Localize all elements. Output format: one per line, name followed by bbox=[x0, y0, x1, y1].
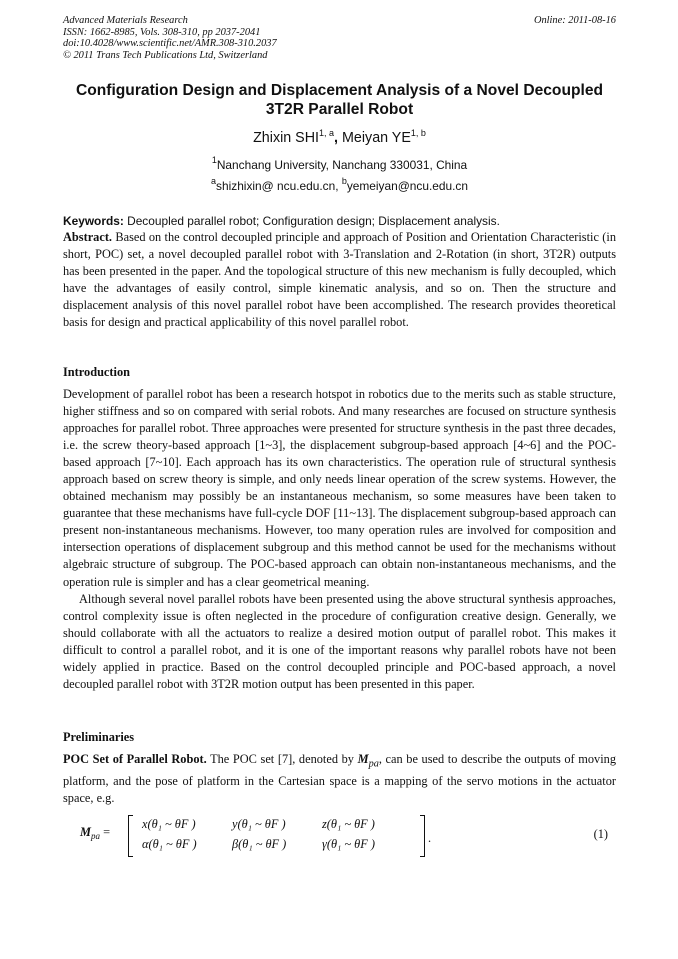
affiliation-superscript: 1 bbox=[211, 155, 217, 165]
matrix-cell: z(θ₁ ~ θF ) bbox=[322, 817, 375, 831]
matrix-cell: γ(θ₁ ~ θF ) bbox=[322, 837, 375, 851]
matrix-cell: y(θ₁ ~ θF ) bbox=[232, 817, 286, 831]
left-bracket bbox=[128, 815, 133, 857]
journal-copyright: © 2011 Trans Tech Publications Ltd, Switzerland bbox=[63, 49, 268, 61]
abstract-paragraph bbox=[63, 229, 616, 331]
introduction-body bbox=[63, 386, 616, 693]
preliminaries-body bbox=[63, 751, 616, 807]
equation-lhs bbox=[80, 825, 110, 841]
section-heading-introduction: Introduction bbox=[63, 365, 130, 379]
email-superscript: a bbox=[211, 176, 217, 186]
journal-issn: ISSN: 1662-8985, Vols. 308-310, pp 2037-2041 bbox=[63, 26, 261, 38]
affiliation-text: Nanchang University, Nanchang 330031, China bbox=[216, 158, 468, 172]
email-text: shizhixin@ ncu.edu.cn, bbox=[216, 179, 342, 193]
journal-header bbox=[63, 15, 616, 61]
matrix-cell: β(θ₁ ~ θF ) bbox=[232, 837, 287, 851]
matrix-cell: x(θ₁ ~ θF ) bbox=[142, 817, 196, 831]
math-symbol: M bbox=[357, 752, 369, 766]
right-bracket bbox=[420, 815, 425, 857]
math-symbol: M bbox=[80, 825, 91, 839]
keywords bbox=[63, 213, 616, 229]
email-superscript: b bbox=[341, 176, 347, 186]
online-date: Online: 2011-08-16 bbox=[533, 15, 616, 26]
matrix-row bbox=[142, 817, 412, 832]
equation-1 bbox=[80, 815, 616, 859]
abstract-label: Abstract. bbox=[63, 230, 113, 244]
matrix-row bbox=[142, 837, 412, 852]
section-heading-preliminaries: Preliminaries bbox=[63, 730, 135, 744]
keywords-label: Keywords: bbox=[63, 214, 124, 228]
text-run: The POC set [7], denoted by bbox=[206, 752, 358, 766]
author-superscript: 1, a bbox=[319, 128, 335, 138]
author-superscript: 1, b bbox=[410, 128, 426, 138]
journal-name: Advanced Materials Research bbox=[63, 15, 188, 26]
affiliation bbox=[63, 155, 616, 172]
matrix-cell: α(θ₁ ~ θF ) bbox=[142, 837, 197, 851]
paragraph: Development of parallel robot has been a research hotspot in robotics due to the merits such as stable structure, higher stiffness and so on compared with serial robots. And many researches are focused on structure synthesis approaches for parallel robot. Three approaches were presented for structure synthesis in the past three decades, i.e. the screw theory-based approach [1~3], the displacement subgroup-based approach [4~6] and the POC-based approach [7~10]. Each approach has its own characteristics. The operation rule of structural synthesis approach based on screw theory is simple, and only needs linear operation of the screw systems. However, the obtained mechanism may possibly be an instantaneous mechanism, so some measures have been taken to guarantee that these mechanisms have full-cycle DOF [11~13]. The displacement subgroup-based approach can present non-instantaneous mechanisms. However, too many operation rules are involved for composition and intersection operations of displacement subgroup and this method cannot be used for the mechanisms without algebraic structure of subgroup. The POC-based approach can obtain non-instantaneous mechanisms, and the operation rule is simpler and has a clear geometrical meaning. bbox=[63, 387, 616, 589]
author-name: Meiyan YE bbox=[338, 130, 411, 146]
author-line bbox=[63, 130, 616, 146]
math-subscript: pa bbox=[368, 758, 379, 770]
journal-doi: doi:10.4028/www.scientific.net/AMR.308-310.2037 bbox=[63, 38, 277, 50]
author-separator: , bbox=[334, 130, 339, 146]
abstract-text: Based on the control decoupled principle and approach of Position and Orientation Characteristic (in short, POC) set, a novel decoupled parallel robot with 3-Translation and 2-Rotation (in short, 3T2R) outputs has been presented in the paper. And the topological structure of this new mechanism is fully decoupled, which have the advantages of easily control, simple kinematic analysis, and so on. Then the structure and displacement analysis of this novel parallel robot have been accomplished. The research provides theoretical basis for design and practical applicability of this novel parallel robot. bbox=[63, 230, 616, 330]
text-run: , can be used to describe the outputs of moving platform, and the pose of platform in the Cartesian space is a mapping of the servo motions in the actuator space, e.g. bbox=[63, 752, 616, 805]
equation-terminator: . bbox=[428, 831, 432, 845]
email-text: yemeiyan@ncu.edu.cn bbox=[346, 179, 468, 193]
equals-sign: = bbox=[99, 825, 111, 839]
author-name: Zhixin SHI bbox=[253, 130, 320, 146]
subsection-label: POC Set of Parallel Robot. bbox=[63, 752, 207, 766]
math-subscript: pa bbox=[90, 831, 100, 841]
paper-title: Configuration Design and Displacement Analysis of a Novel Decoupled 3T2R Parallel Robot bbox=[75, 82, 604, 118]
paragraph bbox=[63, 751, 616, 807]
equation-number: (1) bbox=[593, 827, 608, 841]
abstract bbox=[63, 229, 616, 331]
author-emails bbox=[63, 176, 616, 193]
paragraph: Although several novel parallel robots have been presented using the above structural synthesis approaches, control complexity issue is often neglected in the procedure of configuration creative design. Generally, we should collaborate with all the actuators to realize a desired motion output of parallel robot. This makes it difficult to control a parallel robot, and it is one of the important reasons why parallel robots have not been widely applied in practice. Based on the control decoupled principle and POC-based approach, a novel decoupled parallel robot with 3T2R motion output has been presented in this paper. bbox=[63, 591, 616, 691]
keywords-text: Decoupled parallel robot; Configuration design; Displacement analysis. bbox=[123, 214, 500, 228]
